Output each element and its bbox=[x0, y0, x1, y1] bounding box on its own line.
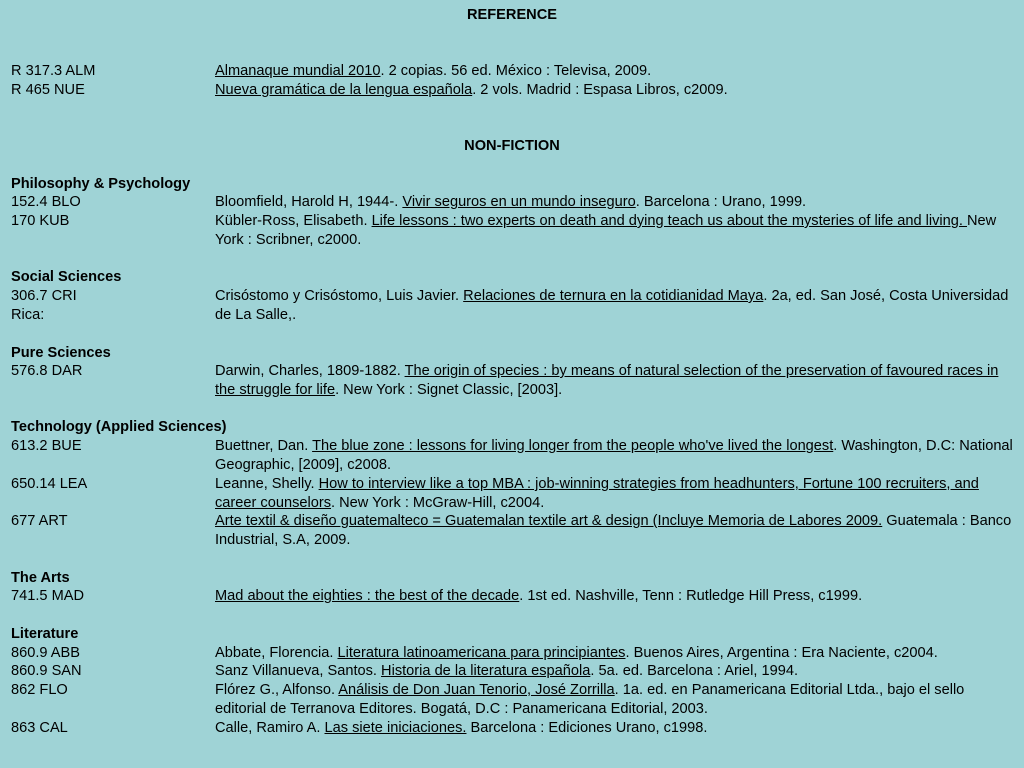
reference-heading: REFERENCE bbox=[466, 7, 557, 23]
nonfiction-heading: NON-FICTION bbox=[464, 138, 560, 154]
book-title: Life lessons : two experts on death and dying teach us about the mysteries of life and living. bbox=[371, 213, 968, 229]
call-number: R 317.3 ALM bbox=[11, 63, 96, 79]
citation: Abbate, Florencia. Literatura latinoamericana para principiantes. Buenos Aires, Argentina : Era Naciente, c2004. bbox=[215, 645, 938, 661]
citation: Kübler-Ross, Elisabeth. Life lessons : two experts on death and dying teach us about the mysteries of life and living. New York : Scribner, c2000. bbox=[215, 213, 997, 248]
citation: Almanaque mundial 2010. 2 copias. 56 ed. México : Televisa, 2009. bbox=[215, 63, 652, 79]
book-title: Historia de la literatura española bbox=[381, 663, 591, 679]
book-title: Análisis de Don Juan Tenorio, José Zorrilla bbox=[338, 682, 615, 698]
citation: Nueva gramática de la lengua española. 2 vols. Madrid : Espasa Libros, c2009. bbox=[215, 82, 728, 98]
citation: Sanz Villanueva, Santos. Historia de la literatura española. 5a. ed. Barcelona : Ariel, 1994. bbox=[215, 663, 799, 679]
call-number: 152.4 BLO bbox=[11, 194, 81, 210]
category-heading: Social Sciences bbox=[11, 269, 122, 285]
book-title: The origin of species : by means of natural selection of the preservation of favoured races in the struggle for life bbox=[215, 363, 999, 398]
book-title: Vivir seguros en un mundo inseguro bbox=[402, 194, 636, 210]
call-number: R 465 NUE bbox=[11, 82, 85, 98]
citation: Darwin, Charles, 1809-1882. The origin of species : by means of natural selection of the preservation of favoured races in the struggle for life. New York : Signet Classic, [2003]. bbox=[215, 363, 999, 398]
book-title: How to interview like a top MBA : job-winning strategies from headhunters, Fortune 100 recruiters, and career counselors bbox=[215, 476, 979, 511]
book-title: Mad about the eighties : the best of the decade bbox=[215, 588, 520, 604]
category-heading: Pure Sciences bbox=[11, 345, 111, 361]
call-number: 576.8 DAR bbox=[11, 363, 83, 379]
call-number-continuation: Rica: bbox=[11, 306, 45, 323]
citation: Bloomfield, Harold H, 1944-. Vivir seguros en un mundo inseguro. Barcelona : Urano, 1999. bbox=[215, 194, 807, 210]
citation: Flórez G., Alfonso. Análisis de Don Juan Tenorio, José Zorrilla. 1a. ed. en Panamericana Editorial Ltda., bajo el sello editorial de Terranova Editores. Bogatá, D.C : Panamericana Editorial, 2003. bbox=[215, 682, 965, 717]
book-title: Literatura latinoamericana para principiantes bbox=[337, 645, 626, 661]
citation: Mad about the eighties : the best of the decade. 1st ed. Nashville, Tenn : Rutledge Hill Press, c1999. bbox=[215, 588, 863, 604]
call-number: 650.14 LEA bbox=[11, 476, 88, 492]
citation: Calle, Ramiro A. Las siete iniciaciones. Barcelona : Ediciones Urano, c1998. bbox=[215, 720, 708, 736]
call-number: 860.9 ABB bbox=[11, 645, 80, 661]
call-number: 170 KUB bbox=[11, 213, 70, 229]
book-title: The blue zone : lessons for living longer from the people who've lived the longest bbox=[312, 438, 834, 454]
category-heading: Literature bbox=[11, 626, 79, 642]
call-number: 860.9 SAN bbox=[11, 663, 82, 679]
call-number: 741.5 MAD bbox=[11, 588, 85, 604]
citation: Buettner, Dan. The blue zone : lessons for living longer from the people who've lived the longest. Washington, D.C: National Geographic, [2009], c2008. bbox=[215, 438, 1013, 473]
call-number: 613.2 BUE bbox=[11, 438, 82, 454]
call-number: 862 FLO bbox=[11, 682, 68, 698]
citation: Leanne, Shelly. How to interview like a top MBA : job-winning strategies from headhunters, Fortune 100 recruiters, and career counselors. New York : McGraw-Hill, c2004. bbox=[215, 476, 979, 511]
book-title: Relaciones de ternura en la cotidianidad Maya bbox=[463, 288, 764, 304]
call-number: 306.7 CRI bbox=[11, 288, 77, 304]
category-heading: Philosophy & Psychology bbox=[11, 176, 191, 192]
book-title: Nueva gramática de la lengua española bbox=[215, 82, 473, 98]
category-heading: Technology (Applied Sciences) bbox=[11, 419, 227, 435]
citation: Arte textil & diseño guatemalteco = Guatemalan textile art & design (Incluye Memoria de Labores 2009. Guatemala : Banco Industrial, S.A, 2009. bbox=[215, 513, 1012, 548]
call-number: 677 ART bbox=[11, 513, 68, 529]
book-title: Almanaque mundial 2010 bbox=[215, 63, 381, 79]
citation: Crisóstomo y Crisóstomo, Luis Javier. Relaciones de ternura en la cotidianidad Maya. 2a, ed. San José, Costa Universidad de La Salle,. bbox=[215, 288, 1009, 323]
book-title: Las siete iniciaciones. bbox=[324, 720, 467, 736]
category-heading: The Arts bbox=[11, 570, 70, 586]
book-title: Arte textil & diseño guatemalteco = Guatemalan textile art & design (Incluye Memoria de Labores 2009. bbox=[215, 513, 883, 529]
call-number: 863 CAL bbox=[11, 720, 68, 736]
